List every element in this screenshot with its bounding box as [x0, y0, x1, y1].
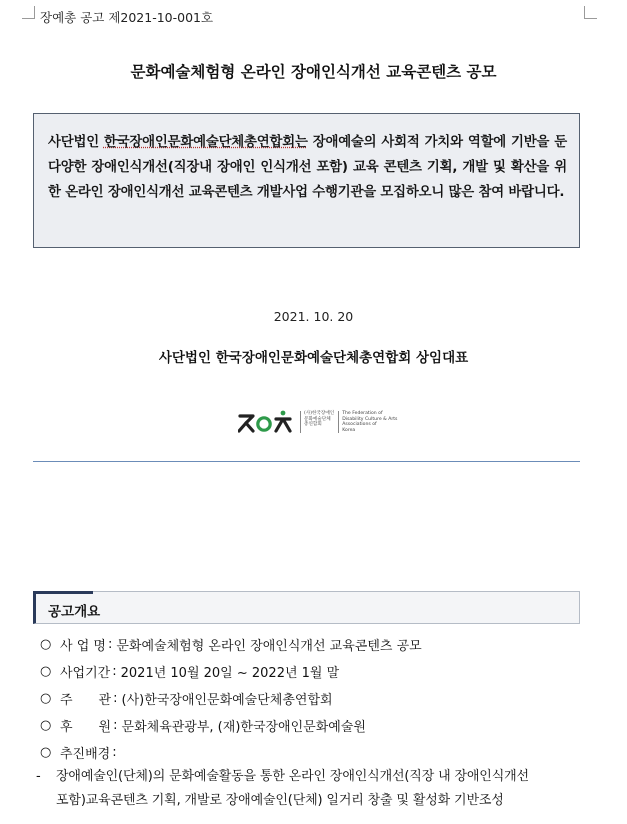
- page-corner-mark-right: [584, 6, 597, 19]
- document-title: 문화예술체험형 온라인 장애인식개선 교육콘텐츠 공모: [130, 63, 497, 81]
- logo-caption-korean: (사)한국장애인 문화예술단체 총연합회: [300, 411, 334, 433]
- info-separator: :: [112, 745, 117, 760]
- dash-bullet: -: [36, 769, 41, 784]
- info-list: [40, 631, 422, 766]
- document-number: 장예총 공고 제2021-10-001호: [40, 10, 214, 25]
- circle-bullet-icon: ○: [40, 745, 52, 760]
- info-row-period: [40, 658, 422, 685]
- info-label: 사업기간: [60, 666, 111, 681]
- notice-text-start: 사단법인: [48, 135, 104, 150]
- notice-box: [33, 113, 580, 248]
- page-corner-mark-left: [22, 6, 35, 19]
- background-line-1: 장애예술인(단체)의 문화예술활동을 통한 온라인 장애인식개선(직장 내 장애인식개선: [56, 769, 529, 784]
- circle-bullet-icon: ○: [40, 691, 52, 706]
- info-separator: :: [107, 637, 113, 652]
- organization-signature: 사단법인 한국장애인문화예술단체총연합회 상임대표: [158, 350, 469, 366]
- info-label: 사 업 명: [60, 639, 106, 654]
- info-label: 추진배경: [60, 747, 111, 762]
- organization-logo: [238, 410, 397, 434]
- circle-bullet-icon: ○: [40, 718, 52, 733]
- notice-text: [48, 130, 567, 205]
- section-divider: [33, 461, 580, 462]
- background-description: [36, 765, 586, 813]
- info-label: 후 원: [60, 720, 112, 735]
- notice-text-rest: 장애예술의 사회적 가치와 역할에 기반을 둔 다양한 장애인식개선(직장내 장애인 인식개선 포함) 교육 콘텐츠 기획, 개발 및 확산을 위한 온라인 장애인식개선 교육콘텐츠 개발사업 수행기관을 모집하오니 많은 참여 바랍니다.: [48, 135, 567, 200]
- circle-bullet-icon: ○: [40, 664, 52, 679]
- notice-org-name: 한국장애인문화예술단체총연합회는: [103, 135, 308, 150]
- circle-bullet-icon: ○: [40, 637, 52, 652]
- info-value: 문화체육관광부, (재)한국장애인문화예술원: [121, 720, 366, 735]
- info-value: 문화예술체험형 온라인 장애인식개선 교육콘텐츠 공모: [116, 639, 422, 654]
- info-value: (사)한국장애인문화예술단체총연합회: [121, 693, 333, 708]
- info-row-sponsor: [40, 712, 422, 739]
- info-separator: :: [113, 718, 118, 733]
- section-header: [33, 591, 580, 624]
- info-label: 주 관: [60, 693, 112, 708]
- announcement-date: 2021. 10. 20: [273, 309, 354, 324]
- info-separator: :: [113, 691, 118, 706]
- background-line-2: 포함)교육콘텐츠 기획, 개발로 장애예술인(단체) 일거리 창출 및 활성화 기반조성: [56, 793, 504, 808]
- logo-caption: [300, 411, 397, 433]
- info-separator: :: [112, 664, 117, 679]
- logo-caption-english: The Federation of Disability Culture & Arts Associations of Korea: [338, 411, 397, 433]
- info-row-project-name: [40, 631, 422, 658]
- info-row-organizer: [40, 685, 422, 712]
- info-value: 2021년 10월 20일 ~ 2022년 1월 말: [120, 666, 340, 681]
- info-row-background: [40, 739, 422, 766]
- logo-mark-icon: [238, 410, 294, 434]
- section-title: 공고개요: [48, 604, 101, 620]
